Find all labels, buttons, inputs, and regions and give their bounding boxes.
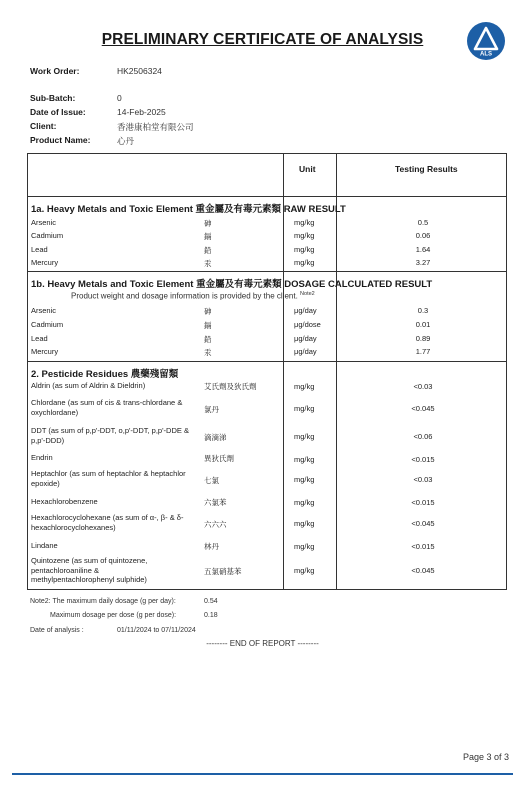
client-label: Client: [30,121,57,131]
dosage-note: Product weight and dosage information is provided by the client. $^{Note2}$ [71,291,315,301]
max-dose-value: 0.18 [204,612,218,619]
footer-rule [12,773,513,775]
page-number: Page 3 of 3 [462,752,509,762]
max-daily-label: Note2: The maximum daily dosage (g per day): [30,598,176,605]
table-rule [27,361,507,362]
max-dose-label: Maximum dosage per dose (g per dose): [50,612,177,619]
note-ref: Note2 [300,291,315,297]
date-of-issue-label: Date of Issue: [30,107,86,117]
table-divider [283,153,284,590]
date-of-analysis-label: Date of analysis : [30,627,84,634]
logo-text: ALS [480,51,492,58]
unit-header: Unit [299,164,316,174]
end-of-report: -------- END OF REPORT -------- [206,639,319,648]
table-rule [27,196,507,197]
product-name-label: Product Name: [30,135,91,145]
document-title: PRELIMINARY CERTIFICATE OF ANALYSIS [101,31,424,48]
sub-batch-label: Sub-Batch: [30,93,76,103]
als-logo [467,22,505,60]
work-order-label: Work Order: [30,66,80,76]
client-value: 香港康柏堂有限公司 [117,122,194,132]
als-triangle-icon [467,22,505,60]
section-title: 1a. Heavy Metals and Toxic Element 重金屬及有毒元素類 RAW RESULT [31,204,346,215]
max-daily-value: 0.54 [204,598,218,605]
date-of-analysis-value: 01/11/2024 to 07/11/2024 [117,627,196,634]
table-rule [27,271,507,272]
section-title: 1b. Heavy Metals and Toxic Element 重金屬及有毒元素類 DOSAGE CALCULATED RESULT [31,279,433,290]
section-title: 2. Pesticide Residues 農藥殘留類 [31,369,179,380]
work-order-value: HK2506324 [117,66,162,76]
table-divider [336,153,337,590]
results-header: Testing Results [395,164,458,174]
product-name-value: 心丹 [117,136,135,146]
date-of-issue-value: 14-Feb-2025 [117,107,166,117]
sub-batch-value: 0 [117,93,122,103]
